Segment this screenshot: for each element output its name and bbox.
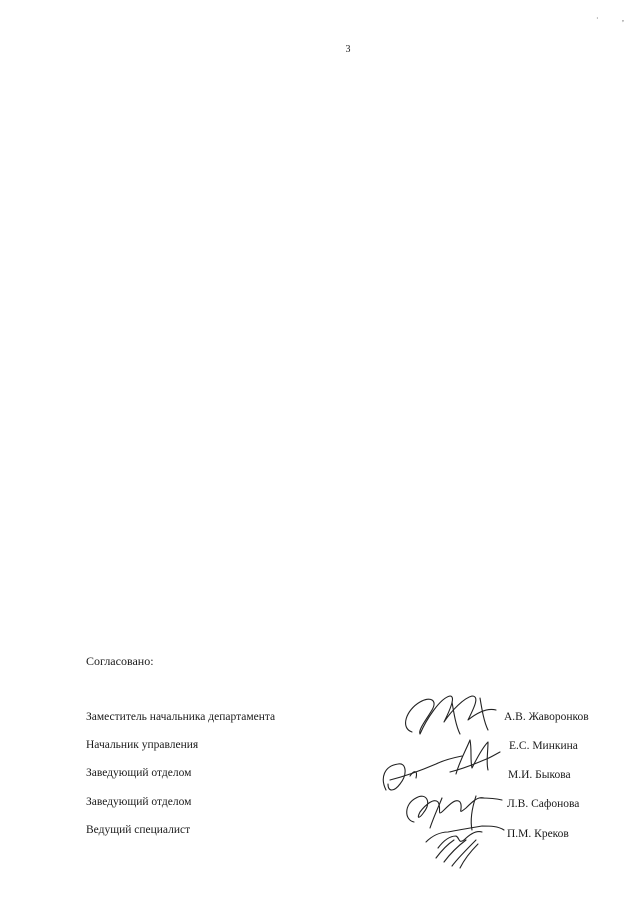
signature-1 <box>406 696 496 734</box>
approved-heading: Согласовано: <box>86 654 154 668</box>
signature-5 <box>426 826 504 868</box>
scan-mark: , <box>622 14 624 23</box>
approver-position: Заведующий отделом <box>86 767 192 779</box>
page-number: 3 <box>345 44 351 55</box>
approver-position: Заместитель начальника департамента <box>86 711 276 723</box>
approver-name: М.И. Быкова <box>508 769 571 781</box>
approver-position: Начальник управления <box>86 739 199 751</box>
approver-position: Заведующий отделом <box>86 796 192 808</box>
approver-position: Ведущий специалист <box>86 824 191 836</box>
handwritten-signatures <box>360 680 510 870</box>
approver-name: А.В. Жаворонков <box>504 711 589 723</box>
signature-3 <box>383 756 462 790</box>
approver-name: Л.В. Сафонова <box>507 798 580 810</box>
scan-mark: · <box>596 14 599 23</box>
approver-name: П.М. Креков <box>507 828 569 840</box>
approver-name: Е.С. Минкина <box>509 740 578 752</box>
signature-4 <box>407 796 502 830</box>
